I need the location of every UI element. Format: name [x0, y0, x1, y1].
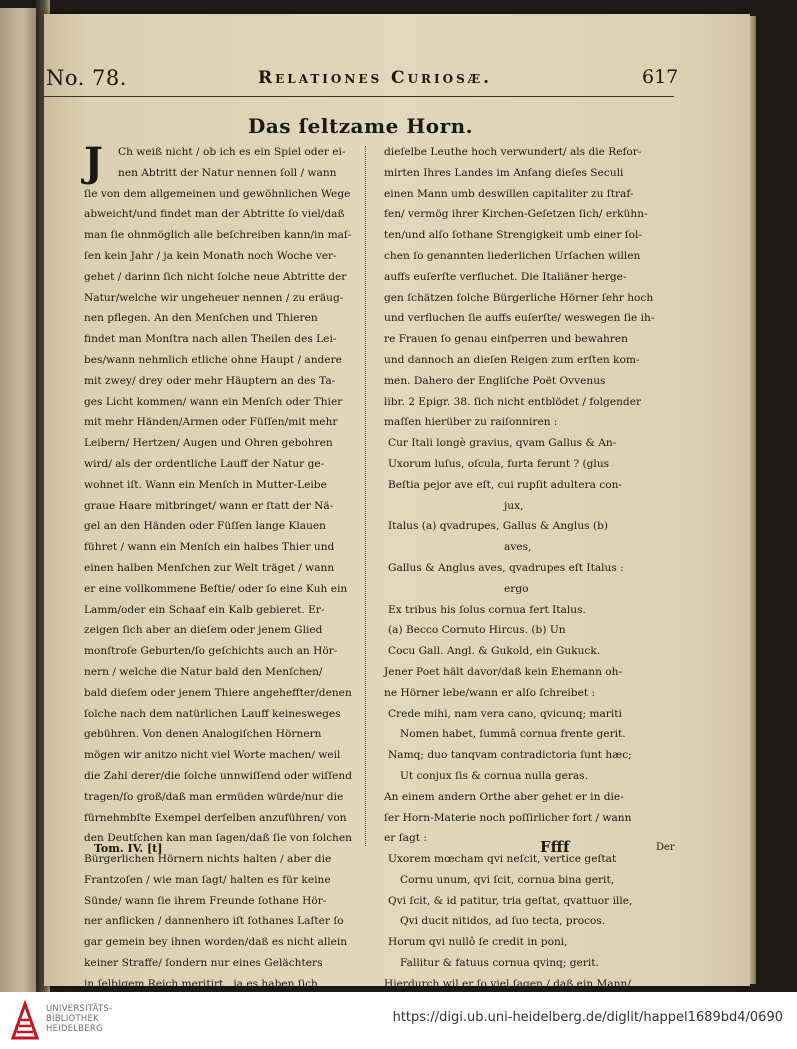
text-line: men. Dahero der Engliſche Poët Ovvenus	[384, 374, 606, 387]
university-logo-icon	[10, 998, 40, 1042]
text-line: mirten Ihres Landes im Anfang dieſes Seculi	[384, 166, 624, 179]
text-line: Bürgerlichen Hörnern nichts halten / aber die	[84, 853, 332, 866]
text-line: Ex tribus his ſolus cornua fert Italus.	[388, 603, 586, 616]
text-line: Gallus & Anglus aves, qvadrupes eſt Italus :	[388, 561, 624, 574]
text-line: Ut conjux ſis & cornua nulla geras.	[400, 769, 589, 782]
text-line: Natur/welche wir ungeheuer nennen / zu eräug-	[84, 291, 344, 304]
drop-cap: J	[84, 139, 103, 186]
text-line: und dannoch an dieſen Reigen zum erſten kom-	[384, 353, 640, 366]
text-line: Beſtia pejor ave eſt, cui rupſit adultera con-	[388, 478, 622, 491]
text-line: findet man Monſtra nach allen Theilen des Lei-	[84, 333, 337, 346]
gathering-mark: Ffff	[540, 838, 570, 856]
text-line: Uxorem mœcham qvi neſcit, vertice geſtat	[388, 853, 617, 866]
text-line: einen Mann umb deswillen capitaliter zu ſtraf-	[384, 187, 634, 200]
text-line: ne Hörner lebe/wann er alſo ſchreibet :	[384, 686, 596, 699]
text-line: Nomen habet, ſummâ cornua frente gerit.	[400, 728, 626, 741]
text-line: Qvi ducit nitidos, ad ſuo tecta, procos.	[400, 915, 606, 928]
text-line: Leibern/ Hertzen/ Augen und Ohren gebohren	[84, 437, 333, 450]
text-line: monſtroſe Geburten/ſo geſchichts auch an Hör-	[84, 645, 338, 658]
text-line: und verfluchen ſie auffs euſerſte/ weswegen ſie ih-	[384, 312, 655, 325]
text-line: Crede mihi, nam vera cano, qvicunq; mariti	[388, 707, 622, 720]
article-title: Das ſeltzame Horn.	[248, 114, 474, 138]
text-line: Cur Itali longè gravius, qvam Gallus & An-	[388, 437, 617, 450]
page-number: 617	[642, 66, 679, 88]
text-line: nen Abtritt der Natur nennen ſoll / wann	[118, 166, 337, 179]
text-line: graue Haare mitbringet/ wann er ſtatt der Nä-	[84, 499, 334, 512]
text-line: gar gemein bey ihnen worden/daß es nicht allein	[84, 936, 348, 949]
text-line: auffs euſerſte verfluchet. Die Italiäner herge-	[384, 270, 627, 283]
running-head	[44, 54, 684, 94]
viewer-footer-bar	[0, 992, 797, 1049]
text-line: ten/und alſo ſothane Strengigkeit umb einer ſol-	[384, 229, 643, 242]
text-line: einen halben Menſchen zur Welt träget / wann	[84, 561, 335, 574]
text-line: maſſen hierüber zu raiſonniren :	[384, 416, 558, 429]
text-line: man ſie ohnmöglich alle beſchreiben kann/in maſ-	[84, 229, 352, 242]
text-line: Cocu Gall. Angl. & Gukold, ein Gukuck.	[388, 645, 601, 658]
text-line: ner anflicken / dannenhero iſt ſothanes Laſter ſo	[84, 915, 344, 928]
text-line: nen pflegen. An den Menſchen und Thieren	[84, 312, 318, 325]
text-line: abweicht/und findet man der Abtritte ſo viel/daß	[84, 208, 345, 221]
text-line: ges Licht kommen/ wann ein Menſch oder Thier	[84, 395, 343, 408]
library-name[interactable]: UNIVERSITÄTS- BIBLIOTHEK HEIDELBERG	[46, 1003, 113, 1033]
text-line: ergo	[504, 582, 529, 595]
text-line: die Zahl derer/die ſolche unnwiſſend oder wiſſend	[84, 769, 353, 782]
text-line: bes/wann nehmlich etliche ohne Haupt / andere	[84, 353, 342, 366]
text-line: (a) Becco Cornuto Hircus. (b) Un	[388, 624, 566, 637]
text-line: Horum qvi nullô ſe credit in poni,	[388, 936, 568, 949]
text-line: den Deutſchen kan man ſagen/daß ſie von ſolchen	[84, 832, 352, 845]
signature-mark: Tom. IV. [t]	[94, 842, 163, 855]
text-line: Namq; duo tanqvam contradictoria ſunt hæc;	[388, 749, 632, 762]
text-line: jux,	[504, 499, 524, 512]
text-line: fürnehmbſte Exempel derſelben anzuführen/ von	[84, 811, 347, 824]
text-line: er ſagt :	[384, 832, 427, 845]
text-line: mit zwey/ drey oder mehr Häuptern an des Ta-	[84, 374, 336, 387]
column-rule	[365, 146, 366, 846]
text-line: Hierdurch wil er ſo viel ſagen / daß ein Mann/	[384, 977, 631, 990]
text-line: dieſelbe Leuthe hoch verwundert/ als die Refor-	[384, 146, 642, 158]
header-rule	[44, 96, 674, 97]
text-line: Frantzoſen / wie man ſagt/ halten es für keine	[84, 873, 331, 886]
text-line: gebühren. Von denen Analogiſchen Hörnern	[84, 728, 322, 741]
text-line: bald dieſem oder jenem Thiere angeheffter/denen	[84, 686, 352, 699]
text-line: mit mehr Händen/Armen oder Füſſen/mit mehr	[84, 416, 338, 429]
text-line: ſolche nach dem natürlichen Lauff keinesweges	[84, 707, 341, 720]
text-line: Qvi ſcit, & id patitur, tria geſtat, qvattuor ille,	[388, 894, 633, 907]
text-line: führet / wann ein Menſch ein halbes Thier und	[84, 541, 335, 554]
text-line: Lamm/oder ein Schaaf ein Kalb gebieret. Er-	[84, 603, 325, 616]
text-line: wird/ als der ordentliche Lauff der Natur ge-	[84, 457, 325, 470]
text-line: ſie von dem allgemeinen und gewöhnlichen Wege	[84, 187, 351, 200]
text-line: fen/ vermög ihrer Kirchen-Geſetzen ſich/ erkühn-	[384, 208, 648, 221]
text-line: aves,	[504, 541, 532, 554]
text-line: Sünde/ wann ſie ihrem Freunde ſothane Hör-	[84, 894, 327, 907]
text-line: Ch weiß nicht / ob ich es ein Spiel oder ei-	[118, 146, 346, 158]
text-line: gen ſchätzen ſolche Bürgerliche Hörner ſehr hoch	[384, 291, 654, 304]
running-title: Relationes Curiosæ.	[258, 68, 493, 88]
text-line: zeigen ſich aber an dieſem oder jenem Glied	[84, 624, 323, 637]
text-line: libr. 2 Epigr. 38. ſich nicht entblödet / folgender	[384, 395, 642, 408]
text-line: Italus (a) qvadrupes, Gallus & Anglus (b)	[388, 520, 608, 533]
facing-page-edge	[0, 8, 40, 992]
text-line: gel an den Händen oder Füſſen lange Klauen	[84, 520, 326, 533]
text-line: er eine vollkommene Beſtie/ oder ſo eine Kuh ein	[84, 582, 348, 595]
text-line: Jener Poet hält davor/daß kein Ehemann oh-	[384, 665, 623, 678]
text-line: ſer Horn-Materie noch poſſirlicher fort / wann	[384, 811, 632, 824]
text-line: An einem andern Orthe aber gehet er in die-	[384, 790, 624, 803]
text-line: mögen wir anitzo nicht viel Worte machen/ weil	[84, 749, 341, 762]
issue-number: No. 78.	[46, 66, 127, 90]
permalink-link[interactable]: https://digi.ub.uni-heidelberg.de/diglit/happel1689bd4/0690	[392, 1010, 783, 1025]
text-line: re Frauen ſo genau einſperren und bewahren	[384, 333, 629, 346]
page-fore-edge	[750, 16, 756, 984]
text-line: chen ſo genannten liederlichen Urſachen willen	[384, 249, 641, 262]
text-line: Fallitur & fatuus cornua qvinq; gerit.	[400, 957, 599, 970]
text-line: nern / welche die Natur bald den Menſchen/	[84, 665, 323, 678]
text-line: keiner Straffe/ ſondern nur eines Gelächters	[84, 957, 323, 970]
text-line: gehet / darinn ſich nicht ſolche neue Abtritte der	[84, 270, 347, 283]
text-line: Uxorum luſus, oſcula, furta ferunt ? (glus	[388, 457, 610, 470]
text-line: Cornu unum, qvi ſcit, cornua bina gerit,	[400, 873, 615, 886]
catchword: Der	[656, 842, 675, 853]
text-line: tragen/ſo groß/daß man ermüden würde/nur die	[84, 790, 344, 803]
text-line: wohnet iſt. Wann ein Menſch in Mutter-Leibe	[84, 478, 327, 491]
text-line: ſen kein Jahr / ja kein Monath noch Woche ver-	[84, 249, 337, 262]
text-line: in ſelbigem Reich meritirt , ja es haben ſich	[84, 977, 318, 990]
